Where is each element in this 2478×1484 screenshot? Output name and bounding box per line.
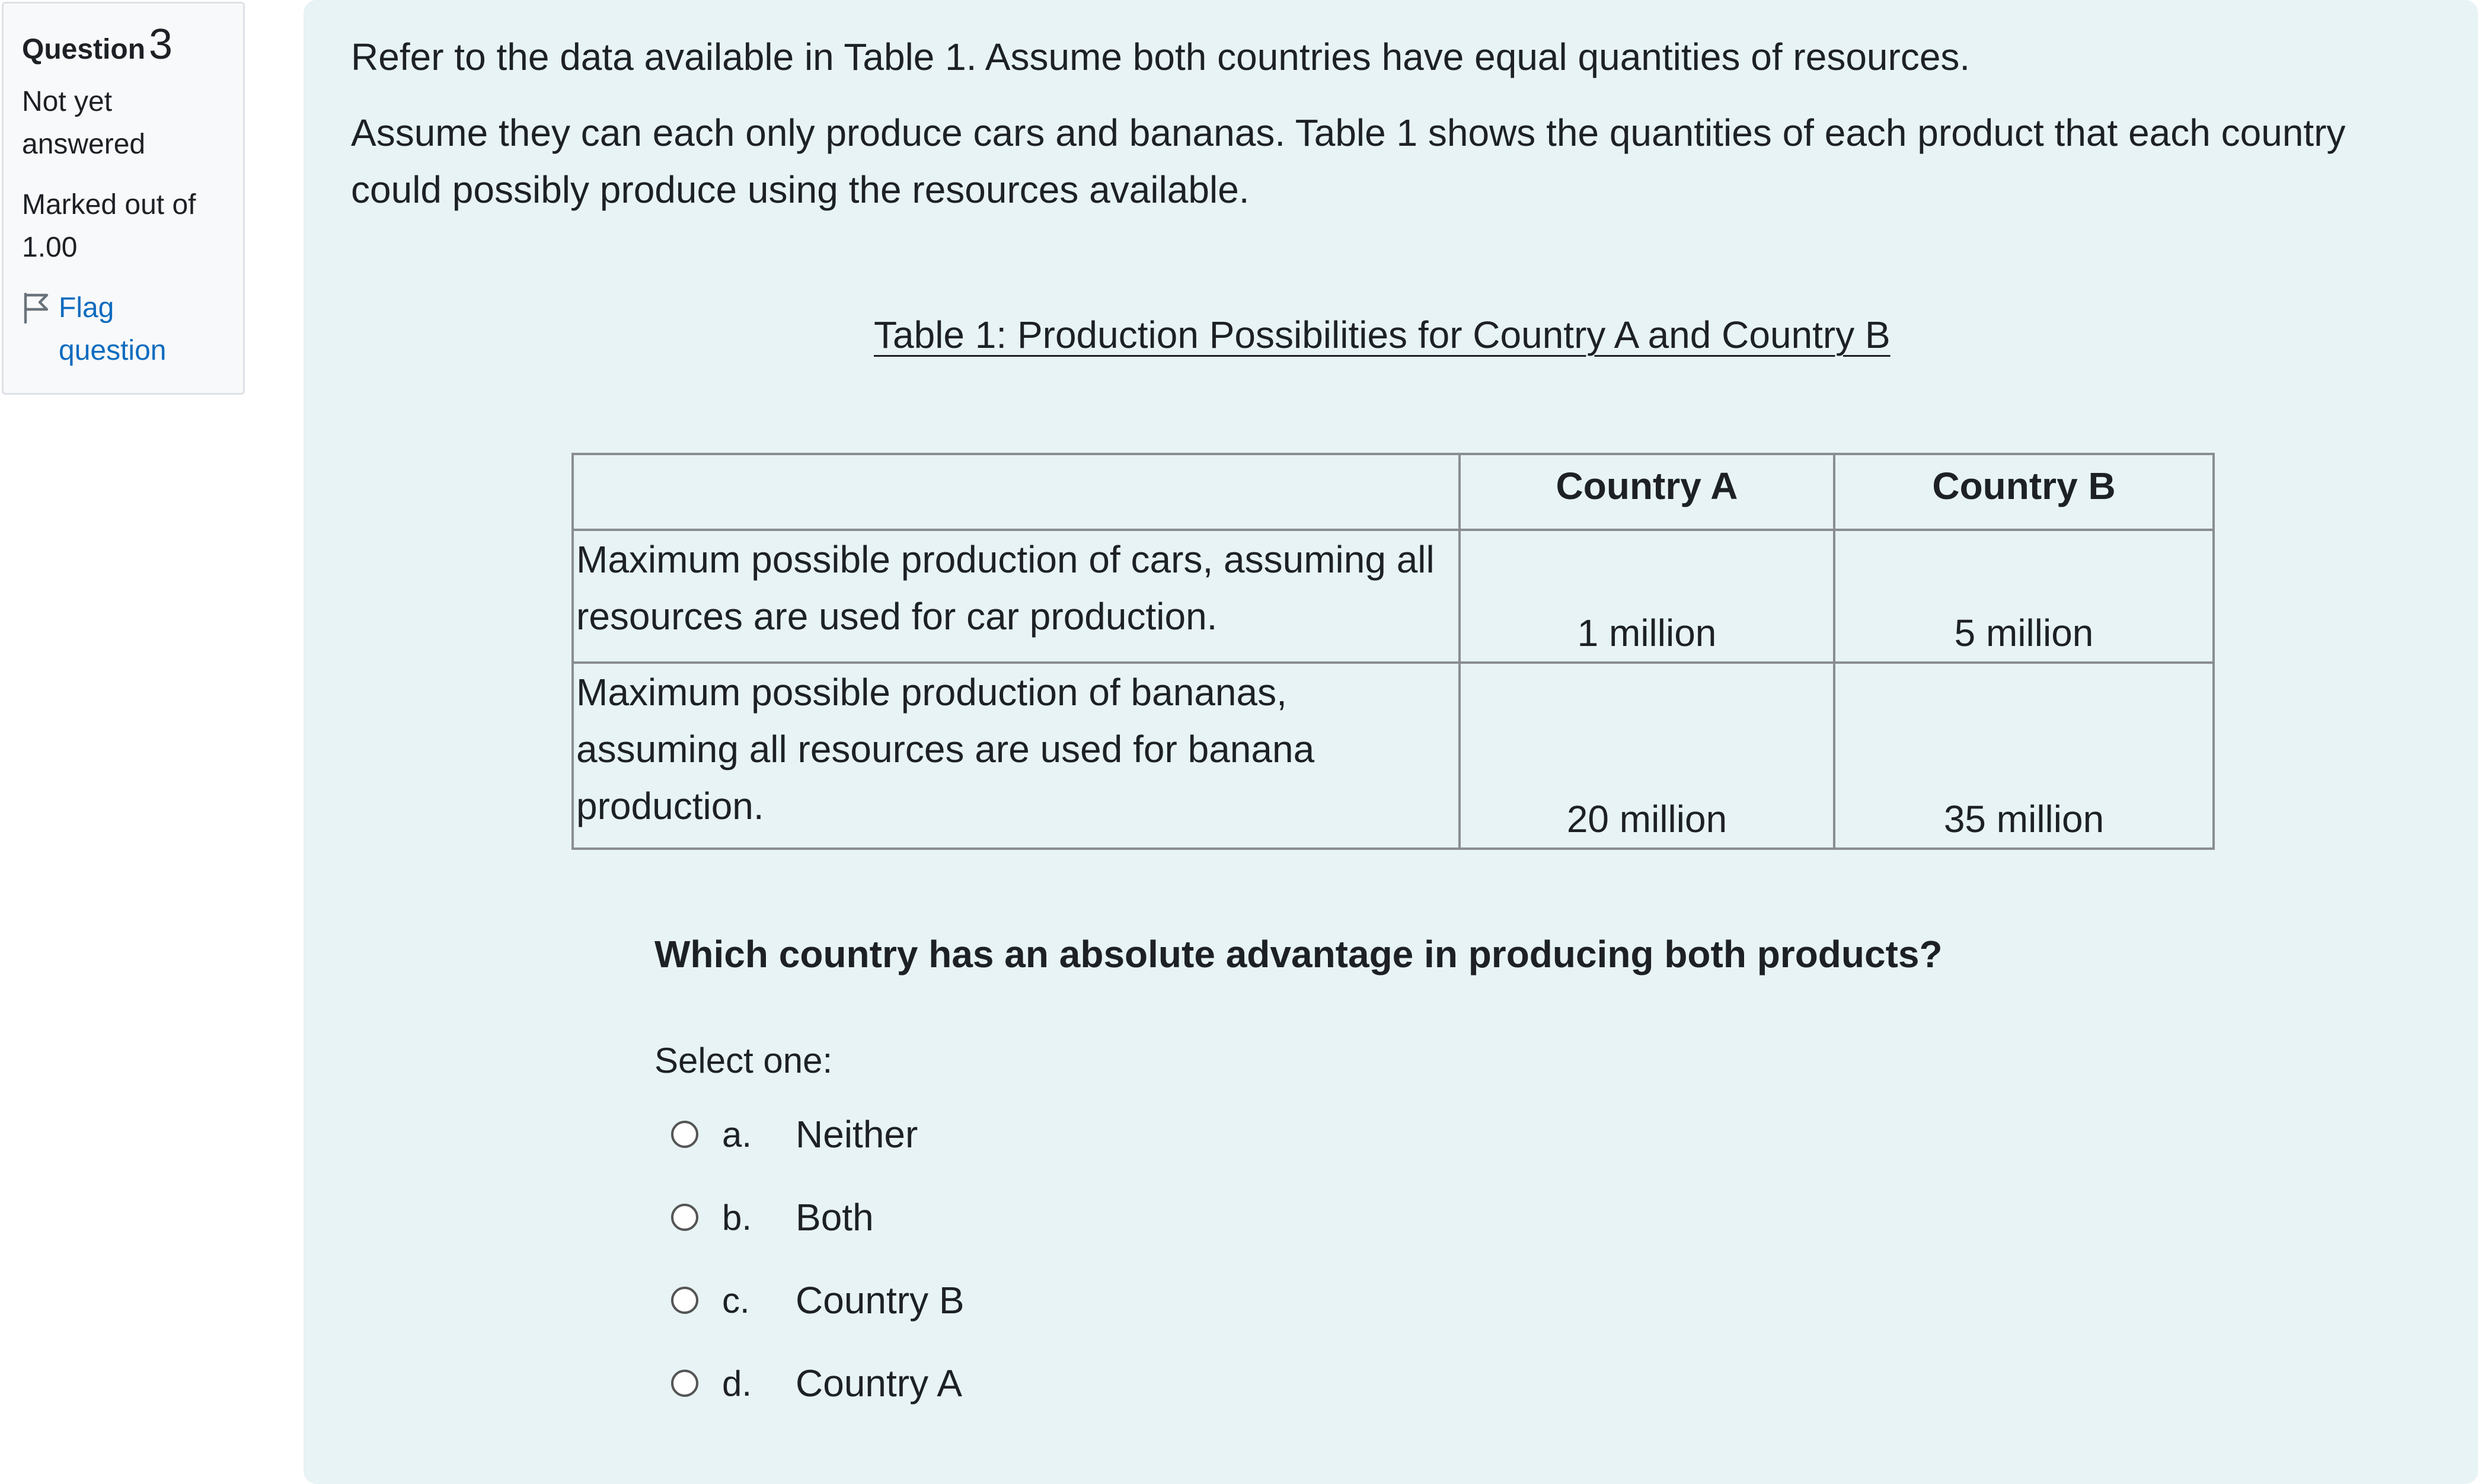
answer-text: Neither: [796, 1113, 918, 1156]
answer-letter: a.: [722, 1114, 752, 1154]
flag-icon: [22, 293, 50, 324]
answer-option-d[interactable]: [671, 1355, 965, 1412]
answer-text: Both: [796, 1196, 874, 1239]
answer-option-b[interactable]: [671, 1189, 965, 1246]
question-number: 3: [149, 21, 173, 68]
table-cell-country-a: 20 million: [1460, 663, 1834, 849]
table-row-label: Maximum possible production of bananas, assuming all resources are used for banana production.: [573, 663, 1460, 849]
answer-letter: c.: [722, 1280, 750, 1320]
question-content: [304, 0, 2478, 1484]
select-one-label: Select one:: [654, 1041, 833, 1080]
answer-text: Country A: [796, 1362, 963, 1405]
answer-text: Country B: [796, 1279, 965, 1322]
answer-letter: d.: [722, 1363, 752, 1403]
radio-unchecked-icon[interactable]: [671, 1121, 698, 1148]
answer-option-a[interactable]: [671, 1106, 965, 1163]
table-header-country-b: Country B: [1834, 454, 2214, 530]
question-info-panel: [2, 2, 245, 395]
table-row-label: Maximum possible production of cars, assuming all resources are used for car production.: [573, 530, 1460, 663]
radio-unchecked-icon[interactable]: [671, 1370, 698, 1397]
table-row: [573, 530, 2214, 663]
table-header-empty: [573, 454, 1460, 530]
question-number-heading: [22, 19, 225, 70]
question-prompt: Which country has an absolute advantage in producing both products?: [654, 933, 1943, 976]
question-state: Not yet answered: [22, 86, 146, 161]
flag-question-link[interactable]: [22, 287, 225, 372]
table-cell-country-b: 5 million: [1834, 530, 2214, 663]
question-word: Question: [22, 34, 146, 65]
table-caption: Table 1: Production Possibilities for Country A and Country B: [874, 314, 1891, 356]
question-grade: Marked out of 1.00: [22, 189, 196, 264]
question-description: Assume they can each only produce cars and bananas. Table 1 shows the quantities of each product that each country could possibly produce using the resources available.: [351, 111, 2346, 211]
radio-unchecked-icon[interactable]: [671, 1204, 698, 1231]
answer-option-c[interactable]: [671, 1272, 965, 1329]
question-intro: Refer to the data available in Table 1. Assume both countries have equal quantities of resources.: [351, 36, 1971, 78]
table-header-country-a: Country A: [1460, 454, 1834, 530]
production-possibilities-table: [571, 453, 2215, 850]
radio-unchecked-icon[interactable]: [671, 1287, 698, 1314]
answer-letter: b.: [722, 1197, 752, 1237]
table-cell-country-b: 35 million: [1834, 663, 2214, 849]
table-row: [573, 663, 2214, 849]
flag-question-label: Flag question: [59, 292, 167, 367]
table-cell-country-a: 1 million: [1460, 530, 1834, 663]
answer-options: [671, 1106, 965, 1438]
table-header-row: [573, 454, 2214, 530]
